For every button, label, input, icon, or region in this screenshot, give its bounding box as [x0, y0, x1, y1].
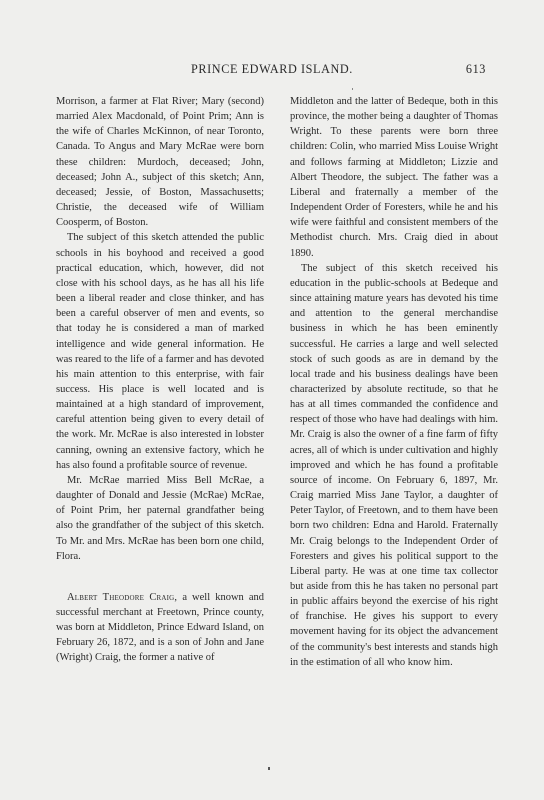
subject-name: Albert Theodore Craig, — [67, 591, 178, 603]
running-title: PRINCE EDWARD ISLAND. — [191, 62, 353, 76]
page-number: 613 — [465, 62, 486, 76]
paragraph-education: The subject of this sketch attended the public schools in his boyhood and received a good practical education, which, however, did not close with his school days, as he has all his life been a liberal reader and close thinker, and has been a careful observer of men and events, so that today he is considered a man of marked intelligence and wide general information. He was reared to the life of a farmer and has devoted his main attention to this enterprise, with fair success. His place is well located and is maintained at a high standard of improvement, careful attention being given to every detail of the work. Mr. McRae is also interested in lobster canning, owning an extensive factory, which he has also found a profitable source of revenue. — [56, 232, 264, 471]
paragraph-family: Middleton and the latter of Bedeque, both in this province, the mother being a daughter of Thomas Wright. To these parents were born three children: Colin, who married Miss Louise Wright and follows farming at Middleton; Lizzie and Albert Theodore, the subject. The father was a Liberal and fraternally a member of the Independent Order of Foresters, while he and his wife were faithful and consistent members of the Methodist church. Mrs. Craig died in about 1890. — [290, 96, 498, 259]
right-column — [290, 94, 498, 670]
section-gap — [56, 564, 264, 590]
craig-intro-text: a well known and successful merchant at Freetown, Prince county, was born at Middleton, Prince Edward Island, on February 26, 1872, and is a son of John and Jane (Wright) Craig, the former a native of — [56, 591, 264, 664]
left-column — [56, 94, 264, 666]
paragraph-marriage: Mr. McRae married Miss Bell McRae, a daughter of Donald and Jessie (McRae) McRae, of Point Prim, her paternal grandfather being also the grandfather of the subject of this sketch. To Mr. and Mrs. McRae has been born one child, Flora. — [56, 474, 264, 562]
paragraph-continued: Morrison, a farmer at Flat River; Mary (second) married Alex Macdonald, of Point Prim; Ann is the wife of Charles McKinnon, of near Toronto, Canada. To Angus and Mary McRae were born these children: Murdoch, deceased; John, deceased; John A., subject of this sketch; Ann, deceased; Jessie, of Boston, Massachusetts; Christie, the deceased wife of William Coosperm, of Boston. — [56, 96, 264, 229]
print-speck — [268, 767, 270, 770]
paragraph-career: The subject of this sketch received his education in the public-schools at Bedeque and since attaining mature years has devoted his time and attention to the general merchandise business in which he has been eminently successful. He carries a large and well selected stock of such goods as are in demand by the local trade and his business dealings have been characterized by absolute rectitude, so that he has at all times commanded the confidence and respect of those who have had dealings with him. Mr. Craig is also the owner of a fine farm of fifty acres, all of which is under cultivation and highly improved and which he has found a profitable source of income. On February 6, 1897, Mr. Craig married Miss Jane Taylor, a daughter of Peter Taylor, of Freetown, and to them have been born two children: Edna and Harold. Fraternally Mr. Craig belongs to the Independent Order of Foresters and gives his political support to the Liberal party. He was at one time tax collector but aside from this he has taken no personal part in public affairs beyond the exercise of his right of franchise. He gives his support to every movement having for its object the advancement of the community's best interests and stands high in the estimation of all who know him. — [290, 262, 498, 668]
paragraph-craig-intro — [56, 590, 264, 666]
running-head — [0, 62, 544, 78]
print-speck — [352, 88, 353, 90]
